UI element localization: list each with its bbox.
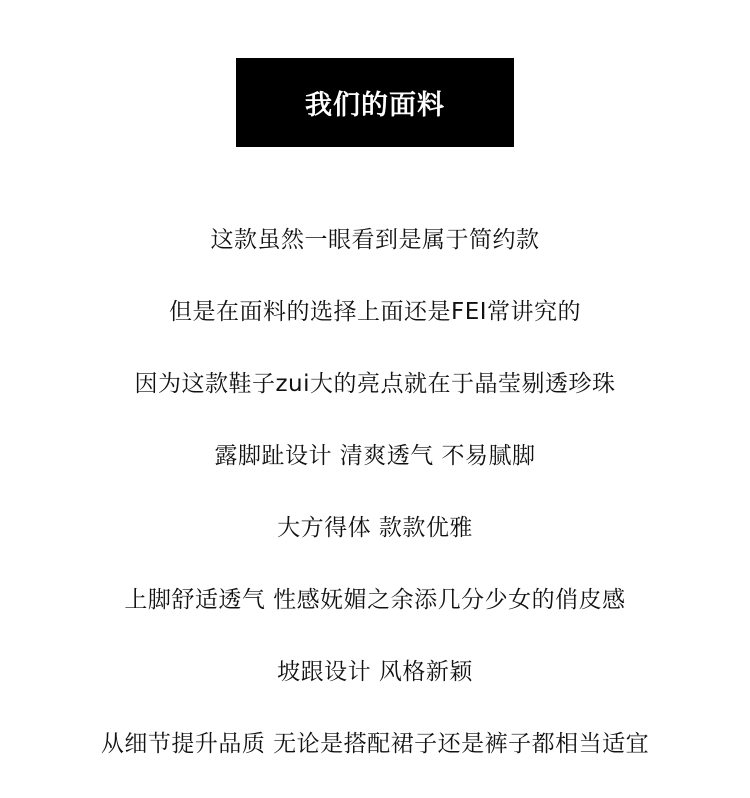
description-line-7: 坡跟设计 风格新颖 (277, 659, 473, 685)
description-line-4: 露脚趾设计 清爽透气 不易腻脚 (214, 443, 536, 469)
description-line-5: 大方得体 款款优雅 (277, 515, 473, 541)
section-title: 我们的面料 (305, 90, 445, 121)
description-line-2: 但是在面料的选择上面还是FEI常讲究的 (168, 299, 582, 325)
description-line-8: 从细节提升品质 无论是搭配裙子还是裤子都相当适宜 (100, 731, 650, 757)
description-line-3: 因为这款鞋子zui大的亮点就在于晶莹剔透珍珠 (134, 371, 616, 397)
description-line-6: 上脚舒适透气 性感妩媚之余添几分少女的俏皮感 (124, 587, 626, 613)
description-line-1: 这款虽然一眼看到是属于简约款 (210, 227, 540, 253)
